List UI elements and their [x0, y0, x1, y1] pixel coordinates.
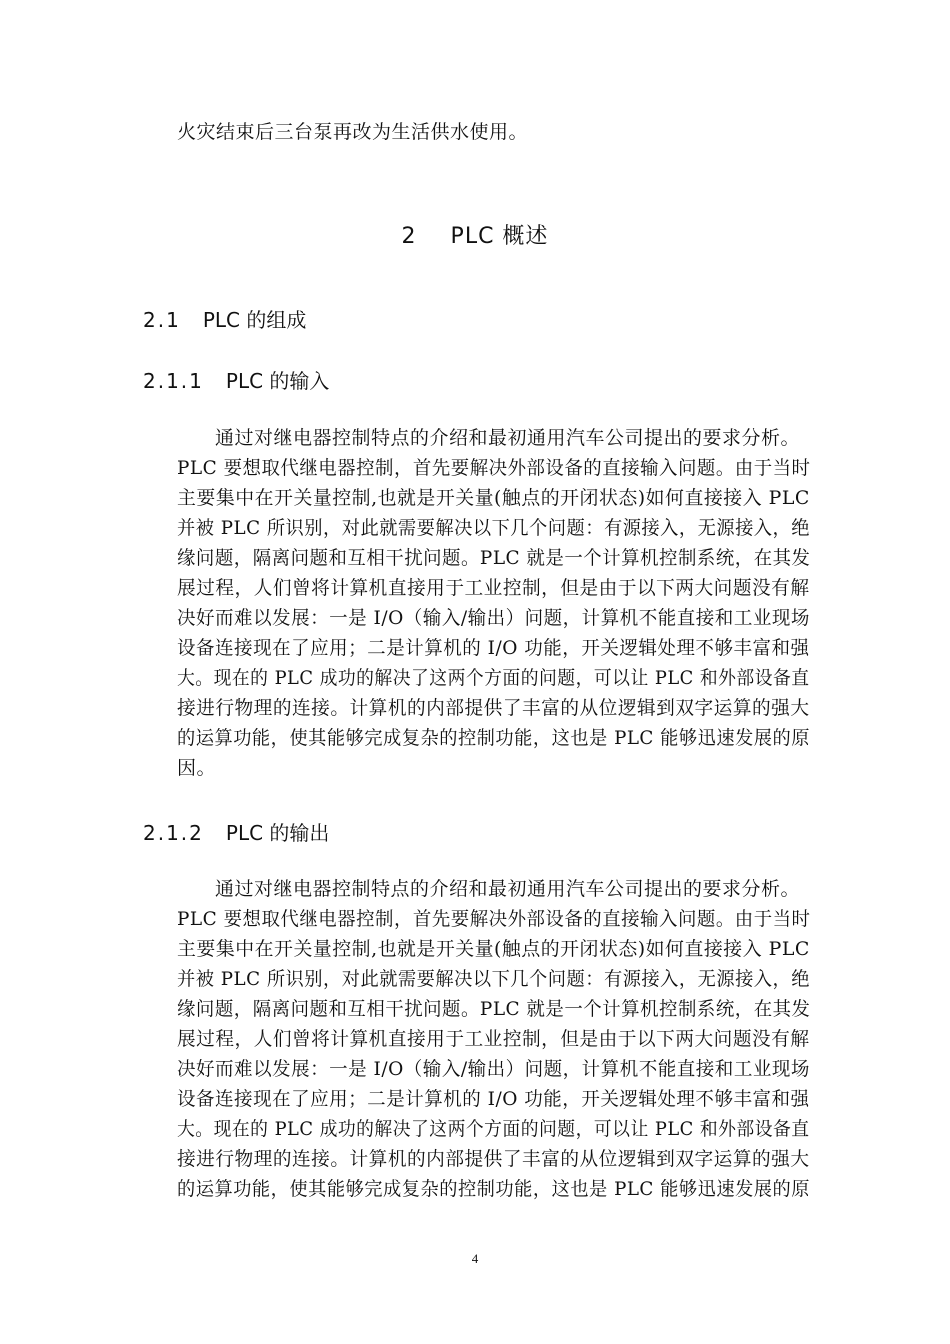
paragraph-line: 通过对继电器控制特点的介绍和最初通用汽车公司提出的要求分析。 [215, 427, 801, 449]
paragraph-line: 接进行物理的连接。计算机的内部提供了丰富的从位逻辑到双字运算的强大 [177, 1148, 810, 1170]
subsection-title: PLC 的输入 [225, 369, 330, 393]
paragraph-line: 展过程，人们曾将计算机直接用于工业控制，但是由于以下两大问题没有解 [177, 1028, 810, 1050]
paragraph-line: 展过程，人们曾将计算机直接用于工业控制，但是由于以下两大问题没有解 [177, 577, 810, 599]
page-number: 4 [471, 1251, 479, 1266]
paragraph-line: 并被 PLC 所识别，对此就需要解决以下几个问题：有源接入，无源接入，绝 [177, 517, 810, 539]
section-heading [143, 305, 306, 335]
paragraph-line: 的运算功能，使其能够完成复杂的控制功能，这也是 PLC 能够迅速发展的原 [177, 1178, 810, 1200]
subsection-number: 2.1.2 [143, 821, 204, 845]
paragraph-line: 大。现在的 PLC 成功的解决了这两个方面的问题，可以让 PLC 和外部设备直 [177, 1118, 810, 1140]
subsection-number: 2.1.1 [143, 369, 204, 393]
section-title: PLC 的组成 [202, 308, 307, 332]
paragraph-line: 大。现在的 PLC 成功的解决了这两个方面的问题，可以让 PLC 和外部设备直 [177, 667, 810, 689]
subsection-heading [143, 818, 329, 848]
paragraph-line: 并被 PLC 所识别，对此就需要解决以下几个问题：有源接入，无源接入，绝 [177, 968, 810, 990]
chapter-number: 2 [401, 224, 417, 249]
chapter-heading [0, 220, 950, 254]
paragraph-line: 的运算功能，使其能够完成复杂的控制功能，这也是 PLC 能够迅速发展的原 [177, 727, 810, 749]
subsection-title: PLC 的输出 [225, 821, 330, 845]
paragraph-line: 设备连接现在了应用；二是计算机的 I/O 功能，开关逻辑处理不够丰富和强 [177, 1088, 810, 1110]
paragraph-line: 决好而难以发展：一是 I/O（输入/输出）问题，计算机不能直接和工业现场 [177, 607, 810, 629]
paragraph-line: 主要集中在开关量控制,也就是开关量(触点的开闭状态)如何直接接入 PLC [177, 487, 810, 509]
paragraph-line: 通过对继电器控制特点的介绍和最初通用汽车公司提出的要求分析。 [215, 878, 801, 900]
paragraph-line: 主要集中在开关量控制,也就是开关量(触点的开闭状态)如何直接接入 PLC [177, 938, 810, 960]
paragraph-line: 接进行物理的连接。计算机的内部提供了丰富的从位逻辑到双字运算的强大 [177, 697, 810, 719]
paragraph-line: PLC 要想取代继电器控制，首先要解决外部设备的直接输入问题。由于当时 [177, 908, 811, 930]
subsection-heading [143, 366, 329, 396]
paragraph-line: 设备连接现在了应用；二是计算机的 I/O 功能，开关逻辑处理不够丰富和强 [177, 637, 810, 659]
paragraph-line: 因。 [177, 757, 217, 779]
paragraph-line: 缘问题，隔离问题和互相干扰问题。PLC 就是一个计算机控制系统，在其发 [177, 547, 811, 569]
paragraph-line: PLC 要想取代继电器控制，首先要解决外部设备的直接输入问题。由于当时 [177, 457, 811, 479]
section-number: 2.1 [143, 308, 181, 332]
paragraph-line: 决好而难以发展：一是 I/O（输入/输出）问题，计算机不能直接和工业现场 [177, 1058, 810, 1080]
paragraph-line: 缘问题，隔离问题和互相干扰问题。PLC 就是一个计算机控制系统，在其发 [177, 998, 811, 1020]
chapter-title: PLC 概述 [450, 224, 549, 249]
continuation-text: 火灾结束后三台泵再改为生活供水使用。 [177, 121, 529, 143]
